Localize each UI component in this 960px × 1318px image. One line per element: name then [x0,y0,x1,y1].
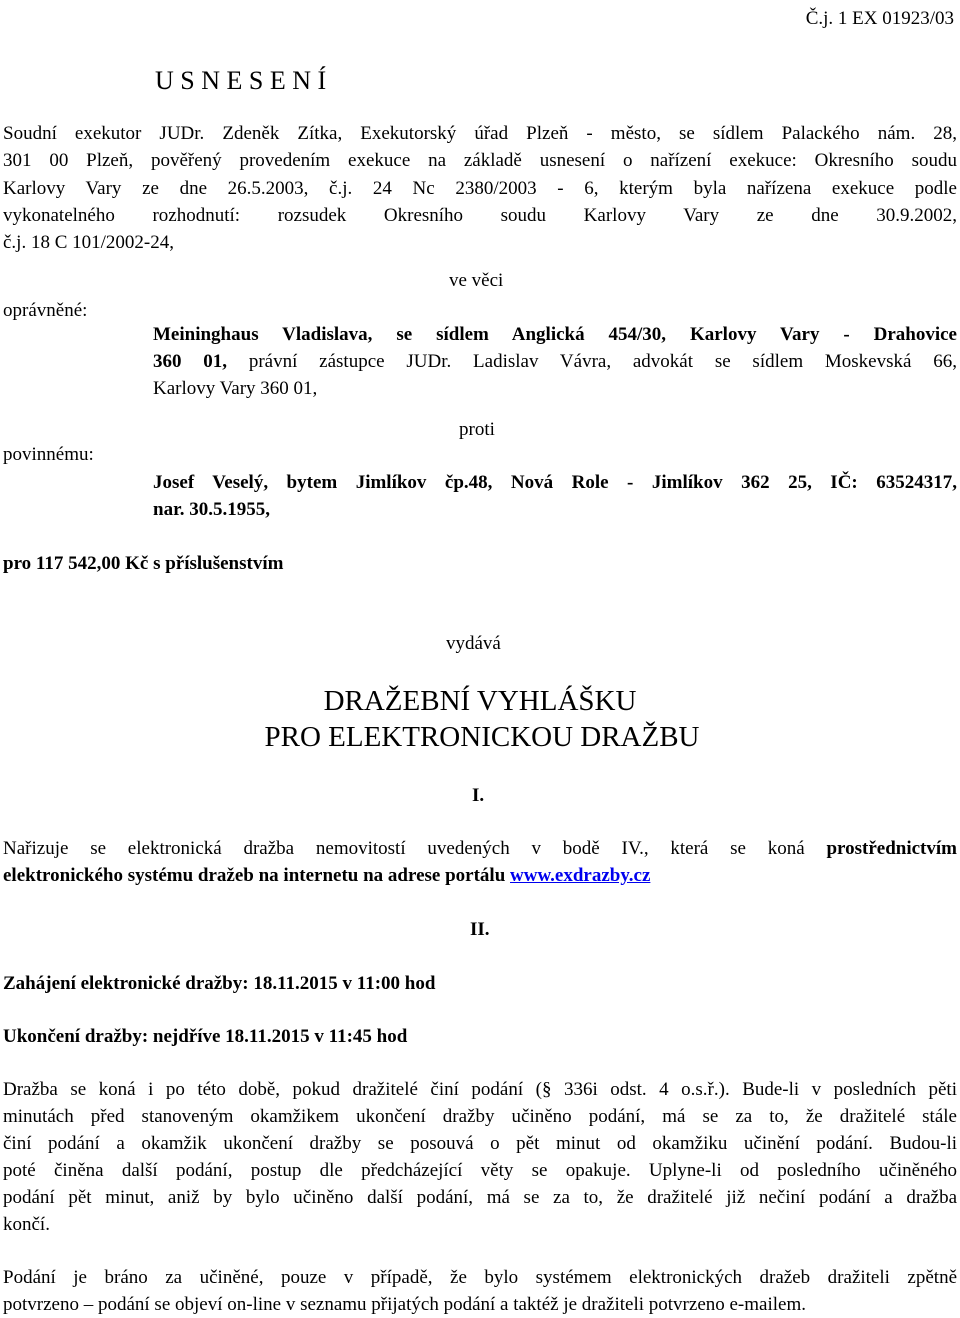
intro-line-3: Karlovy Vary ze dne 26.5.2003, č.j. 24 Nc 2380/2003 - 6, kterým byla nařízena exekuce podle [3,178,957,199]
auction-end: Ukončení dražby: nejdříve 18.11.2015 v 11:45 hod [3,1026,408,1047]
section-1-bold-text: prostřednictvím [826,838,957,859]
case-number: Č.j. 1 EX 01923/03 [805,8,954,29]
document-title: U S N E S E N Í [155,66,327,95]
section-2-numeral: II. [470,919,490,940]
heading-line-1: DRAŽEBNÍ VYHLÁŠKU [323,685,637,717]
claim-amount: pro 117 542,00 Kč s příslušenstvím [3,553,284,574]
para-1-line-2: minutách před stanoveným okamžikem ukončení dražby učiněno podání, má se za to, že dražitelé stále [3,1106,957,1127]
section-1-line-1 [3,836,957,862]
section-1-portal-text: elektronického systému dražeb na internetu na adrese portálu [3,865,511,886]
para-2-line-1: Podání je bráno za učiněné, pouze v případě, že bylo systémem elektronických dražeb dražiteli zpětně [3,1267,957,1288]
para-1-line-4: poté činěna další podání, postup dle předcházející věty se opakuje. Uplyne-li od posledního učiněného [3,1160,957,1181]
portal-link[interactable]: www.exdrazby.cz [510,865,651,886]
para-2-line-2: potvrzeno – podání se objeví on-line v seznamu přijatých podání a taktéž je dražiteli potvrzeno e-mailem. [3,1294,806,1315]
intro-line-2: 301 00 Plzeň, pověřený provedením exekuce na základě usnesení o nařízení exekuce: Okresního soudu [3,150,957,171]
auction-start: Zahájení elektronické dražby: 18.11.2015 v 11:00 hod [3,973,436,994]
section-1-text: Nařizuje se elektronická dražba nemovitostí uvedených v bodě IV., která se koná [3,838,827,859]
vydava-label: vydává [446,633,501,654]
opravnene-postcode: 360 01, [153,351,228,372]
intro-line-5: č.j. 18 C 101/2002-24, [3,232,174,253]
para-1-line-3: činí podání a okamžik ukončení dražby se posouvá o pět minut od okamžiku učinění podání. Budou-li [3,1133,957,1154]
heading-line-2: PRO ELEKTRONICKOU DRAŽBU [264,721,700,753]
povinnemu-line-2: nar. 30.5.1955, [153,499,271,520]
para-1-line-6: končí. [3,1214,50,1235]
povinnemu-label: povinnému: [3,444,94,465]
opravnene-line-2 [153,349,957,375]
intro-line-1: Soudní exekutor JUDr. Zdeněk Zítka, Exekutorský úřad Plzeň - město, se sídlem Palackého nám. 28, [3,123,957,144]
opravnene-label: oprávněné: [3,300,88,321]
ve-veci-label: ve věci [449,270,504,291]
proti-label: proti [459,419,495,440]
para-1-line-5: podání pět minut, aniž by bylo učiněno další podání, má se za to, že dražitelé již nečiní podání a dražba [3,1187,957,1208]
opravnene-name: Meininghaus Vladislava, se sídlem Anglická 454/30, Karlovy Vary - Drahovice [153,324,957,345]
section-1-line-2 [3,863,650,889]
opravnene-line-3: Karlovy Vary 360 01, [153,378,318,399]
para-1-line-1: Dražba se koná i po této době, pokud dražitelé činí podání (§ 336i odst. 4 o.s.ř.). Bude-li v posledních pěti [3,1079,957,1100]
section-1-numeral: I. [472,785,485,806]
intro-line-4: vykonatelného rozhodnutí: rozsudek Okresního soudu Karlovy Vary ze dne 30.9.2002, [3,205,957,226]
povinnemu-line-1: Josef Veselý, bytem Jimlíkov čp.48, Nová Role - Jimlíkov 362 25, IČ: 63524317, [153,472,957,493]
opravnene-representative: právní zástupce JUDr. Ladislav Vávra, advokát se sídlem Moskevská 66, [227,351,957,372]
